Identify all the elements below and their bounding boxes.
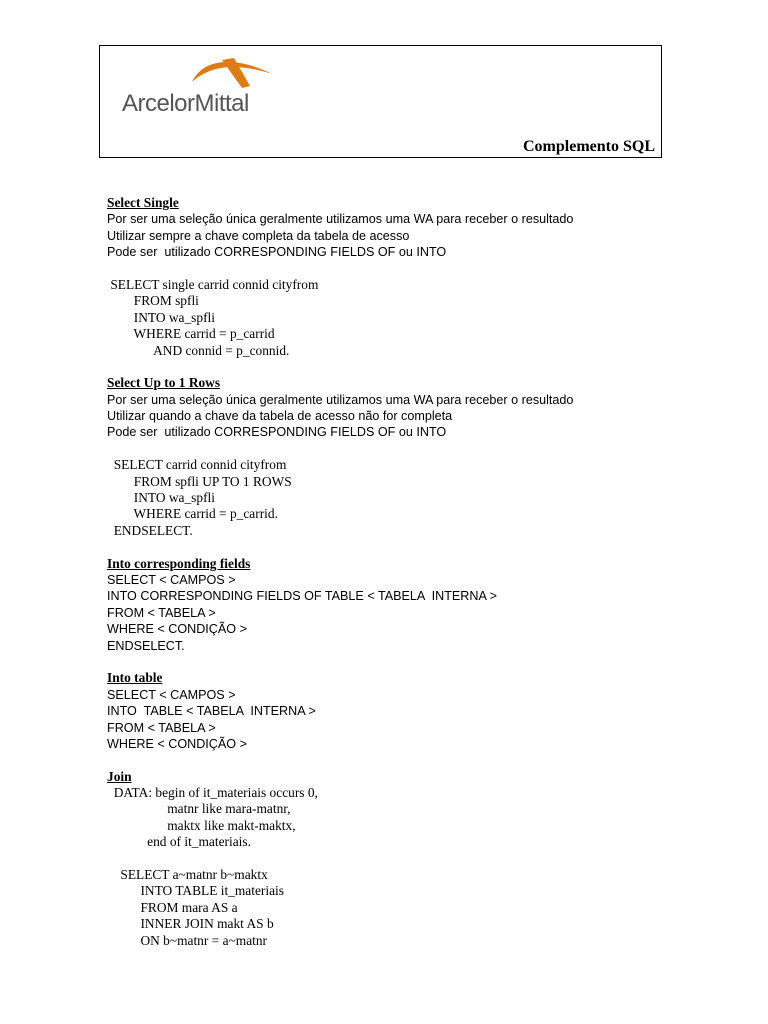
section-heading: Into table — [107, 670, 163, 686]
text-line: end of it_materiais. — [107, 834, 251, 850]
text-line: WHERE carrid = p_carrid — [107, 326, 275, 342]
text-line: FROM mara AS a — [107, 899, 238, 915]
text-line: matnr like mara-matnr, — [107, 801, 291, 817]
text-line: INTO TABLE < TABELA INTERNA > — [107, 704, 316, 719]
section-heading: Select Single — [107, 195, 179, 210]
text-line: ENDSELECT. — [107, 638, 185, 653]
text-line: SELECT a~matnr b~maktx — [107, 867, 268, 883]
text-line: Pode ser utilizado CORRESPONDING FIELDS OF ou INTO — [107, 245, 447, 260]
document-header — [99, 45, 662, 158]
section-heading: Join — [107, 768, 132, 784]
text-line: INTO wa_spfli — [107, 309, 215, 325]
text-line: FROM spfli UP TO 1 ROWS — [107, 473, 292, 489]
text-line: SELECT single carrid connid cityfrom — [107, 276, 319, 292]
spacer — [107, 654, 707, 670]
text-line: FROM < TABELA > — [107, 605, 216, 620]
section-heading: Into corresponding fields — [107, 555, 251, 571]
arcelormittal-logo — [122, 52, 282, 124]
text-line: maktx like makt-maktx, — [107, 817, 296, 833]
text-line: ENDSELECT. — [107, 522, 193, 538]
spacer — [107, 752, 707, 768]
text-line: WHERE < CONDIÇÃO > — [107, 736, 247, 751]
spacer — [107, 539, 707, 555]
logo-text: ArcelorMittal — [122, 90, 249, 117]
text-line: Por ser uma seleção única geralmente utilizamos uma WA para receber o resultado — [107, 212, 574, 227]
blank-line — [107, 441, 707, 457]
text-line: Utilizar quando a chave da tabela de acesso não for completa — [107, 409, 453, 424]
text-line: ON b~matnr = a~matnr — [107, 932, 268, 948]
text-line: Utilizar sempre a chave completa da tabela de acesso — [107, 228, 410, 243]
text-line: INTO CORRESPONDING FIELDS OF TABLE < TABELA INTERNA > — [107, 589, 498, 604]
document-body — [107, 195, 707, 949]
text-line: INNER JOIN makt AS b — [107, 916, 274, 932]
text-line: AND connid = p_connid. — [107, 342, 290, 358]
text-line: Pode ser utilizado CORRESPONDING FIELDS OF ou INTO — [107, 425, 447, 440]
text-line: INTO wa_spfli — [107, 490, 215, 506]
text-line: FROM spfli — [107, 293, 199, 309]
text-line: DATA: begin of it_materiais occurs 0, — [107, 785, 318, 801]
blank-line — [107, 261, 707, 277]
blank-line — [107, 851, 707, 867]
section-heading: Select Up to 1 Rows — [107, 375, 221, 391]
text-line: WHERE < CONDIÇÃO > — [107, 622, 247, 637]
spacer — [107, 359, 707, 375]
text-line: SELECT carrid connid cityfrom — [107, 457, 287, 473]
document-title: Complemento SQL — [523, 138, 655, 155]
text-line: SELECT < CAMPOS > — [107, 687, 236, 702]
text-line: Por ser uma seleção única geralmente utilizamos uma WA para receber o resultado — [107, 392, 574, 407]
text-line: WHERE carrid = p_carrid. — [107, 506, 278, 522]
text-line: SELECT < CAMPOS > — [107, 572, 236, 587]
text-line: INTO TABLE it_materiais — [107, 883, 284, 899]
text-line: FROM < TABELA > — [107, 720, 216, 735]
swoosh-icon — [122, 52, 282, 92]
